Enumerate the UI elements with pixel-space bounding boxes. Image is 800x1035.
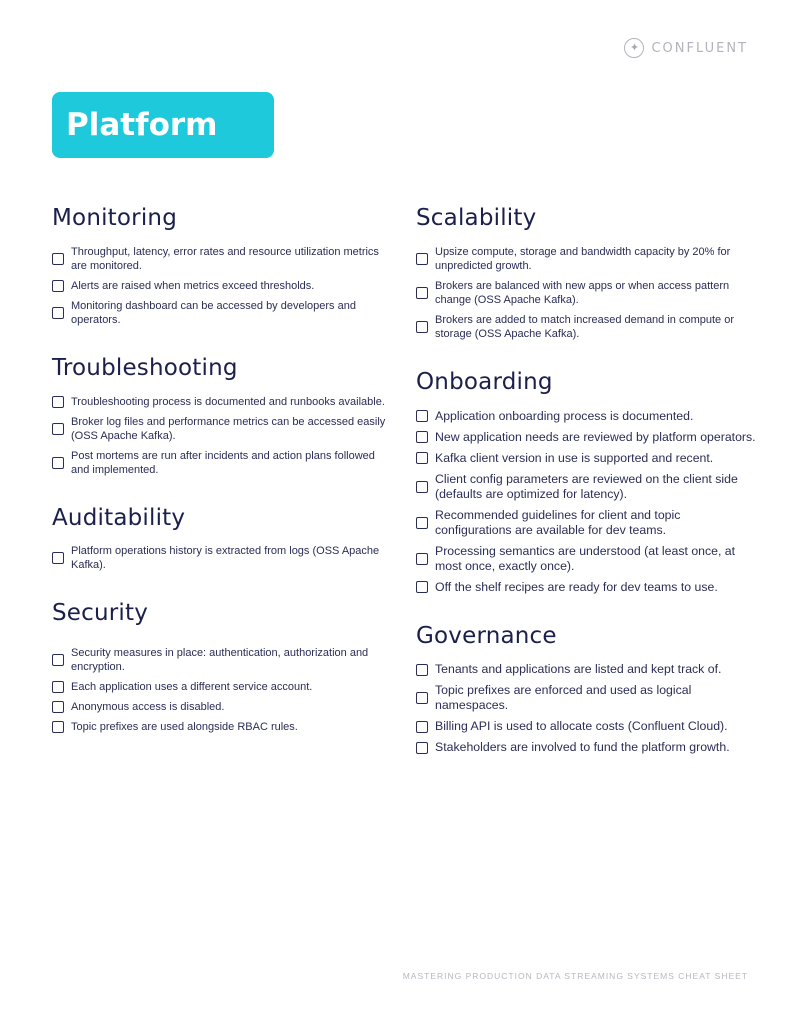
checkbox[interactable] <box>52 721 64 733</box>
checklist-item <box>416 430 756 445</box>
checklist-item <box>52 395 392 409</box>
section-title: Auditability <box>52 504 186 531</box>
checklist-item-text: Alerts are raised when metrics exceed thresholds. <box>71 279 315 292</box>
checklist-item <box>416 719 756 734</box>
checklist <box>52 544 392 572</box>
checklist-item <box>52 700 392 714</box>
checkbox[interactable] <box>52 552 64 564</box>
checklist-item-text: Off the shelf recipes are ready for dev teams to use. <box>435 579 718 594</box>
checklist-item-text: Upsize compute, storage and bandwidth capacity by 20% for unpredicted growth. <box>435 245 731 272</box>
checklist-item-text: Client config parameters are reviewed on the client side (defaults are optimized for latency). <box>435 471 738 501</box>
checklist-item <box>416 580 756 595</box>
checklist-item-text: Throughput, latency, error rates and resource utilization metrics are monitored. <box>71 245 379 272</box>
checklist-item-text: Broker log files and performance metrics can be accessed easily (OSS Apache Kafka). <box>71 415 386 442</box>
checklist-item <box>52 415 392 443</box>
checklist-item <box>416 662 756 677</box>
banner-title: Platform <box>66 107 218 143</box>
checklist-item-text: Post mortems are run after incidents and action plans followed and implemented. <box>71 449 375 476</box>
checklist-item-text: Topic prefixes are enforced and used as logical namespaces. <box>435 683 692 713</box>
checkbox[interactable] <box>52 701 64 713</box>
checkbox[interactable] <box>416 410 428 422</box>
section-troubleshooting <box>52 354 392 477</box>
confluent-logo-icon: ✦ <box>624 38 644 58</box>
checklist-item-text: Kafka client version in use is supported and recent. <box>435 450 714 465</box>
checklist-item-text: Billing API is used to allocate costs (Confluent Cloud). <box>435 719 728 734</box>
checkbox[interactable] <box>52 307 64 319</box>
checkbox[interactable] <box>52 253 64 265</box>
checklist-item <box>416 740 756 755</box>
checklist-item-text: Processing semantics are understood (at least once, at most once, exactly once). <box>435 543 736 573</box>
checkbox[interactable] <box>416 664 428 676</box>
checklist-item-text: Troubleshooting process is documented and runbooks available. <box>71 395 385 408</box>
brand-logo <box>624 38 748 58</box>
checklist-item-text: Each application uses a different service account. <box>71 681 313 693</box>
checklist <box>416 662 756 755</box>
checklist-item <box>416 472 756 502</box>
section-governance <box>416 622 756 756</box>
checkbox[interactable] <box>416 253 428 265</box>
checklist-item-text: Security measures in place: authentication, authorization and encryption. <box>71 647 369 673</box>
checkbox[interactable] <box>52 423 64 435</box>
section-title: Governance <box>416 622 557 649</box>
checklist <box>52 646 392 734</box>
checklist-item-text: Brokers are added to match increased demand in compute or storage (OSS Apache Kafka). <box>435 313 734 340</box>
checklist-item-text: Monitoring dashboard can be accessed by developers and operators. <box>71 299 356 326</box>
checklist-item <box>52 299 392 327</box>
checklist <box>52 245 392 327</box>
checkbox[interactable] <box>416 742 428 754</box>
section-banner <box>52 92 274 158</box>
checklist-item <box>52 544 392 572</box>
checkbox[interactable] <box>416 517 428 529</box>
checkbox[interactable] <box>416 431 428 443</box>
checkbox[interactable] <box>52 457 64 469</box>
checklist-item-text: Anonymous access is disabled. <box>71 701 225 713</box>
checkbox[interactable] <box>416 321 428 333</box>
brand-name: CONFLUENT <box>651 40 748 56</box>
right-column <box>416 204 756 761</box>
section-security <box>52 599 392 734</box>
checklist-item <box>416 245 756 273</box>
section-title: Troubleshooting <box>52 354 238 381</box>
checklist <box>52 395 392 477</box>
checklist-item <box>52 680 392 694</box>
checklist-item <box>52 720 392 734</box>
checkbox[interactable] <box>416 553 428 565</box>
checklist-item-text: Stakeholders are involved to fund the platform growth. <box>435 740 730 755</box>
checklist <box>416 409 756 595</box>
checklist-item-text: Application onboarding process is documented. <box>435 408 694 423</box>
checklist <box>416 245 756 341</box>
section-title: Scalability <box>416 205 537 231</box>
checkbox[interactable] <box>52 280 64 292</box>
checklist-item-text: Recommended guidelines for client and topic configurations are available for dev teams. <box>435 507 681 537</box>
checklist-item <box>52 646 392 674</box>
section-auditability <box>52 504 392 573</box>
checklist-item <box>52 245 392 273</box>
checkbox[interactable] <box>416 452 428 464</box>
checkbox[interactable] <box>416 692 428 704</box>
checklist-item-text: New application needs are reviewed by platform operators. <box>435 429 756 444</box>
checklist-item <box>416 313 756 341</box>
footer-text: MASTERING PRODUCTION DATA STREAMING SYSTEMS CHEAT SHEET <box>402 971 748 981</box>
checkbox[interactable] <box>52 681 64 693</box>
checklist-item <box>52 279 392 293</box>
section-title: Monitoring <box>52 205 177 231</box>
checkbox[interactable] <box>52 654 64 666</box>
checklist-item-text: Platform operations history is extracted from logs (OSS Apache Kafka). <box>71 545 380 572</box>
checklist-item <box>52 449 392 477</box>
checklist-item-text: Tenants and applications are listed and kept track of. <box>435 662 722 677</box>
section-monitoring <box>52 204 392 327</box>
section-scalability <box>416 204 756 341</box>
checkbox[interactable] <box>52 396 64 408</box>
checklist-item-text: Topic prefixes are used alongside RBAC rules. <box>71 721 298 733</box>
checkbox[interactable] <box>416 287 428 299</box>
checkbox[interactable] <box>416 721 428 733</box>
checklist-item <box>416 683 756 713</box>
section-title: Onboarding <box>416 368 553 395</box>
checkbox[interactable] <box>416 481 428 493</box>
checklist-item <box>416 279 756 307</box>
section-title: Security <box>52 600 149 627</box>
section-onboarding <box>416 368 756 595</box>
checklist-item <box>416 409 756 424</box>
checklist-item <box>416 544 756 574</box>
checkbox[interactable] <box>416 581 428 593</box>
checklist-item-text: Brokers are balanced with new apps or when access pattern change (OSS Apache Kafka). <box>435 279 730 306</box>
checklist-item <box>416 508 756 538</box>
left-column <box>52 204 392 740</box>
checklist-item <box>416 451 756 466</box>
